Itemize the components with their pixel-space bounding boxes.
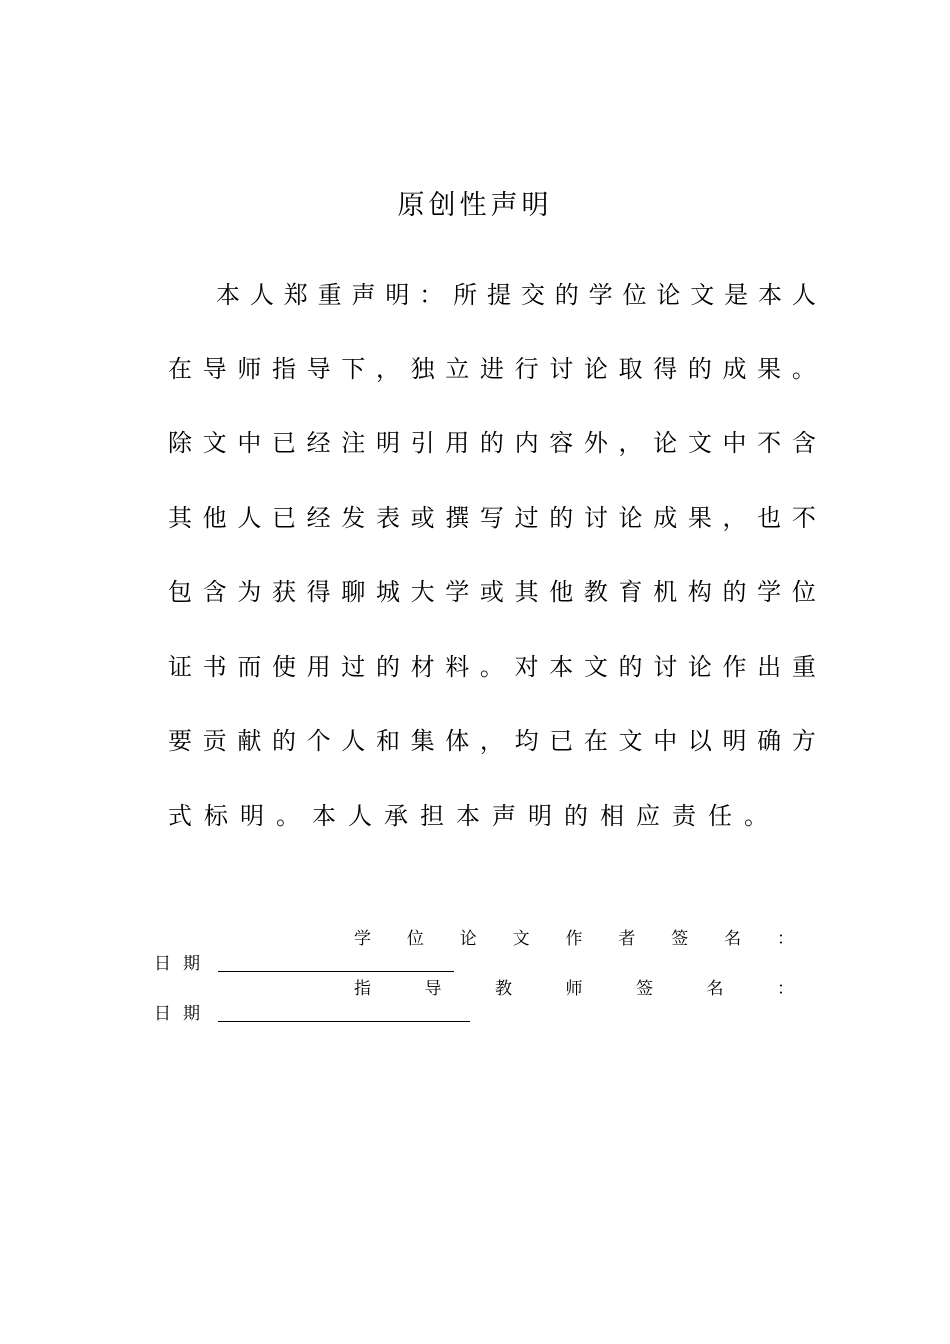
paragraph-char: 作	[722, 653, 747, 681]
paragraph-char: 引	[410, 429, 435, 457]
signature-label-char: 名	[706, 979, 724, 999]
paragraph-char: 在	[168, 355, 192, 383]
paragraph-char: 的	[618, 653, 643, 681]
paragraph-char: 得	[306, 578, 331, 606]
paragraph-char: 本	[549, 653, 574, 681]
paragraph-line	[168, 799, 816, 833]
paragraph-char: 除	[168, 429, 192, 457]
paragraph-char: 获	[271, 578, 296, 606]
paragraph-char: 师	[237, 355, 262, 383]
paragraph-char: 用	[306, 653, 331, 681]
paragraph-char: 本	[456, 802, 480, 830]
signature-label-char: 师	[565, 979, 583, 999]
paragraph-char: 重	[317, 281, 342, 309]
paragraph-char: 文	[202, 429, 227, 457]
signature-label-char: 指	[354, 979, 371, 999]
paragraph-char: 中	[722, 429, 747, 457]
paragraph-char: ：	[419, 281, 444, 309]
paragraph-line	[168, 426, 816, 460]
paragraph-line	[168, 575, 816, 609]
paragraph-char: 成	[653, 504, 678, 532]
paragraph-char: 经	[306, 429, 331, 457]
paragraph-char: 所	[453, 281, 478, 309]
paragraph-char: 不	[791, 504, 816, 532]
paragraph-char: 果	[757, 355, 782, 383]
signature-label-char: 学	[354, 929, 371, 949]
paragraph-char: 其	[514, 578, 539, 606]
paragraph-char: 料	[445, 653, 470, 681]
paragraph-char: 大	[410, 578, 435, 606]
paragraph-char: 的	[687, 355, 712, 383]
paragraph-char: 均	[514, 727, 539, 755]
paragraph-char: 论	[583, 355, 608, 383]
paragraph-char: 论	[653, 429, 678, 457]
paragraph-char: 相	[600, 802, 624, 830]
paragraph-char: 导	[202, 355, 227, 383]
paragraph-char: 他	[202, 504, 227, 532]
paragraph-char: ，	[375, 355, 400, 383]
paragraph-char: 已	[271, 429, 296, 457]
paragraph-char: 已	[549, 727, 574, 755]
paragraph-char: 得	[653, 355, 678, 383]
paragraph-char: 确	[757, 727, 782, 755]
paragraph-char: 聊	[341, 578, 366, 606]
signature-label-char: 名	[724, 929, 742, 949]
paragraph-char: 他	[549, 578, 574, 606]
paragraph-char: 位	[622, 281, 647, 309]
paragraph-char: 教	[583, 578, 608, 606]
paragraph-char: 而	[237, 653, 262, 681]
paragraph-char: 人	[348, 802, 372, 830]
paragraph-char: 郑	[283, 281, 308, 309]
paragraph-char: 。	[276, 802, 300, 830]
paragraph-char: 过	[341, 653, 366, 681]
paragraph-char: 在	[583, 727, 608, 755]
paragraph-char: 成	[722, 355, 747, 383]
paragraph-char: 重	[791, 653, 816, 681]
paragraph-char: 写	[479, 504, 504, 532]
paragraph-char: 进	[479, 355, 504, 383]
paragraph-char: 果	[687, 504, 712, 532]
paragraph-char: 指	[271, 355, 296, 383]
paragraph-char: 用	[445, 429, 470, 457]
paragraph-char: 人	[791, 281, 816, 309]
paragraph-char: 对	[514, 653, 539, 681]
paragraph-char: 出	[757, 653, 782, 681]
signature-label-char: 签	[636, 979, 653, 999]
paragraph-char: 明	[240, 802, 264, 830]
paragraph-char: 人	[237, 504, 262, 532]
paragraph-char: 式	[168, 802, 192, 830]
paragraph-char: 育	[618, 578, 643, 606]
paragraph-char: 容	[549, 429, 574, 457]
paragraph-char: 证	[168, 653, 192, 681]
signature-label-char: 位	[406, 929, 424, 949]
paragraph-char: 明	[385, 281, 410, 309]
paragraph-char: 中	[653, 727, 678, 755]
paragraph-line	[168, 352, 816, 386]
paragraph-char: 人	[249, 281, 274, 309]
paragraph-char: 任	[708, 802, 732, 830]
paragraph-char: 献	[237, 727, 262, 755]
signature-label-char: 导	[424, 979, 442, 999]
paragraph-char: 讨	[549, 355, 574, 383]
paragraph-char: 机	[653, 578, 678, 606]
paragraph-char: 本	[758, 281, 782, 309]
paragraph-char: 也	[757, 504, 782, 532]
paragraph-char: 的	[375, 653, 400, 681]
paragraph-char: 讨	[653, 653, 678, 681]
paragraph-char: 包	[168, 578, 192, 606]
paragraph-char: 发	[341, 504, 366, 532]
paragraph-char: 集	[410, 727, 435, 755]
paragraph-char: 使	[271, 653, 296, 681]
paragraph-char: 经	[306, 504, 331, 532]
paragraph-char: 是	[724, 281, 749, 309]
paragraph-char: 内	[514, 429, 539, 457]
paragraph-char: 含	[791, 429, 816, 457]
paragraph-char: 城	[375, 578, 400, 606]
paragraph-char: 讨	[583, 504, 608, 532]
paragraph-char: 要	[168, 727, 192, 755]
paragraph-char: 文	[583, 653, 608, 681]
paragraph-char: 导	[306, 355, 331, 383]
paragraph-char: 学	[445, 578, 470, 606]
signature-label-char: 者	[618, 929, 636, 949]
paragraph-char: 学	[588, 281, 613, 309]
paragraph-line	[168, 724, 816, 758]
paragraph-char: 人	[341, 727, 366, 755]
paragraph-char: 声	[492, 802, 516, 830]
paragraph-char: 体	[445, 727, 470, 755]
signature-label-char: ：	[777, 929, 794, 949]
signature-label-char: 文	[512, 929, 530, 949]
paragraph-char: 下	[341, 355, 366, 383]
paragraph-char: 贡	[202, 727, 227, 755]
paragraph-char: 论	[656, 281, 681, 309]
paragraph-char: 标	[204, 802, 228, 830]
paragraph-char: 的	[564, 802, 588, 830]
paragraph-char: 。	[479, 653, 504, 681]
paragraph-char: 其	[168, 504, 192, 532]
paragraph-char: 或	[479, 578, 504, 606]
paragraph-char: 或	[410, 504, 435, 532]
signature-label-char: 教	[495, 979, 512, 999]
paragraph-char: 提	[487, 281, 511, 309]
paragraph-char: 表	[375, 504, 400, 532]
paragraph-char: 。	[791, 355, 816, 383]
paragraph-char: 明	[375, 429, 400, 457]
advisor-signature-line[interactable]	[218, 1021, 470, 1022]
paragraph-char: 个	[306, 727, 331, 755]
advisor-date-label: 日期	[154, 1004, 212, 1024]
paragraph-char: 中	[237, 429, 262, 457]
paragraph-char: 应	[636, 802, 660, 830]
paragraph-char: 方	[791, 727, 816, 755]
paragraph-char: 明	[722, 727, 747, 755]
paragraph-line	[168, 650, 816, 684]
paragraph-char: 的	[479, 429, 504, 457]
paragraph-char: ，	[618, 429, 643, 457]
paragraph-line	[216, 278, 816, 312]
paragraph-char: 位	[791, 578, 816, 606]
paragraph-char: 构	[687, 578, 712, 606]
paragraph-char: 的	[722, 578, 747, 606]
signature-label-char: ：	[777, 979, 794, 999]
signature-label-char: 签	[671, 929, 689, 949]
paragraph-char: 不	[757, 429, 782, 457]
signature-label-char: 作	[565, 929, 583, 949]
author-date-label: 日期	[154, 954, 212, 974]
paragraph-char: 撰	[445, 504, 470, 532]
paragraph-char: 承	[384, 802, 408, 830]
paragraph-char: 书	[202, 653, 227, 681]
paragraph-char: 。	[744, 802, 768, 830]
paragraph-char: 明	[528, 802, 552, 830]
paragraph-char: 声	[351, 281, 376, 309]
paragraph-char: 本	[216, 281, 240, 309]
paragraph-char: 文	[618, 727, 643, 755]
paragraph-char: ，	[722, 504, 747, 532]
paragraph-char: 文	[687, 429, 712, 457]
advisor-signature-label	[354, 977, 794, 1001]
paragraph-char: 责	[672, 802, 696, 830]
paragraph-char: 材	[410, 653, 435, 681]
paragraph-char: 担	[420, 802, 444, 830]
paragraph-char: 论	[687, 653, 712, 681]
paragraph-char: 为	[237, 578, 262, 606]
paragraph-char: 学	[757, 578, 782, 606]
paragraph-char: ，	[479, 727, 504, 755]
paragraph-char: 取	[618, 355, 643, 383]
paragraph-char: 的	[554, 281, 579, 309]
paragraph-char: 行	[514, 355, 539, 383]
paragraph-char: 已	[271, 504, 296, 532]
paragraph-line	[168, 501, 816, 535]
paragraph-char: 外	[583, 429, 608, 457]
paragraph-char: 以	[687, 727, 712, 755]
author-signature-line[interactable]	[218, 971, 454, 972]
page-title: 原创性声明	[397, 190, 553, 221]
paragraph-char: 过	[514, 504, 539, 532]
paragraph-char: 和	[375, 727, 400, 755]
paragraph-char: 独	[410, 355, 435, 383]
paragraph-char: 论	[618, 504, 643, 532]
paragraph-char: 本	[312, 802, 336, 830]
author-signature-label	[354, 927, 794, 951]
paragraph-char: 的	[271, 727, 296, 755]
paragraph-char: 注	[341, 429, 366, 457]
signature-label-char: 论	[459, 929, 477, 949]
paragraph-char: 含	[202, 578, 227, 606]
paragraph-char: 的	[549, 504, 574, 532]
paragraph-char: 文	[690, 281, 715, 309]
paragraph-char: 交	[520, 281, 545, 309]
paragraph-char: 立	[445, 355, 470, 383]
